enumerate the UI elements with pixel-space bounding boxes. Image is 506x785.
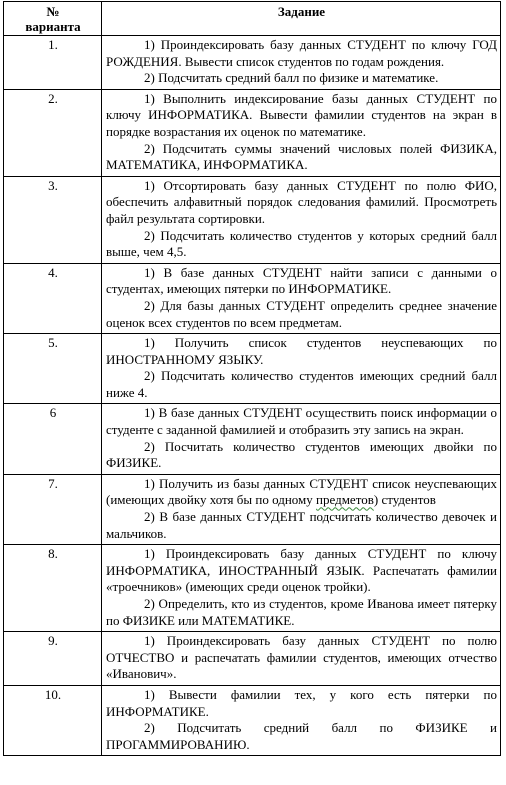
variant-number: 10.: [4, 685, 102, 755]
task-item: 2) Подсчитать средний балл по физике и математике.: [144, 70, 439, 86]
task-cell: [102, 685, 501, 755]
task-item: 1) Выполнить индексирование базы данных СТУДЕНТ по ключу ИНФОРМАТИКА. Вывести фамилии студентов на экран в порядке возрастания их оценок по математике.: [106, 90, 497, 139]
variant-number: 5.: [4, 334, 102, 404]
task-cell: [102, 545, 501, 632]
table-row: [4, 632, 501, 686]
header-num-symbol: №: [46, 4, 60, 19]
variant-number: 2.: [4, 89, 102, 176]
task-item: 2) Подсчитать средний балл по ФИЗИКЕ и ПРОГАММИРОВАНИЮ.: [106, 720, 497, 752]
task-item: 2) Подсчитать суммы значений числовых полей ФИЗИКА, МАТЕМАТИКА, ИНФОРМАТИКА.: [106, 140, 497, 173]
header-task: Задание: [102, 2, 501, 36]
header-num-word: варианта: [25, 19, 81, 34]
table-row: [4, 89, 501, 176]
task-item: 1) В базе данных СТУДЕНТ осуществить поиск информации о студенте с заданной фамилией и отобразить эту запись на экран.: [106, 405, 497, 438]
assignments-table: [3, 1, 501, 756]
variant-number: 7.: [4, 474, 102, 544]
task-item: 1) Проиндексировать базу данных СТУДЕНТ по полю ОТЧЕСТВО и распечатать фамилии студентов, имеющих отчество «Иванович».: [106, 633, 497, 682]
task-cell: [102, 334, 501, 404]
variant-number: 4.: [4, 263, 102, 333]
task-item: 1) Проиндексировать базу данных СТУДЕНТ по ключу ГОД РОЖДЕНИЯ. Вывести список студентов по годам рождения.: [106, 37, 497, 69]
header-row: [4, 2, 501, 36]
variant-number: 1.: [4, 36, 102, 90]
table-row: [4, 263, 501, 333]
table-row: [4, 176, 501, 263]
table-row: [4, 685, 501, 755]
task-cell: [102, 263, 501, 333]
task-item: 2) Подсчитать количество студентов у которых средний балл выше, чем 4,5.: [106, 227, 497, 260]
table-row: [4, 334, 501, 404]
task-item: 1) Проиндексировать базу данных СТУДЕНТ по ключу ИНФОРМАТИКА, ИНОСТРАННЫЙ ЯЗЫК. Распечатать фамилии «троечников» (имеющих среди оценок тройки).: [106, 546, 497, 595]
variant-number: 6: [4, 404, 102, 474]
task-cell: [102, 474, 501, 544]
task-item: 2) Для базы данных СТУДЕНТ определить среднее значение оценок всех студентов по всем предметам.: [106, 297, 497, 330]
task-item: 1) Получить список студентов неуспевающих по ИНОСТРАННОМУ ЯЗЫКУ.: [106, 335, 497, 367]
task-cell: [102, 36, 501, 90]
task-item: 1) Вывести фамилии тех, у кого есть пятерки по ИНФОРМАТИКЕ.: [106, 686, 497, 719]
task-cell: [102, 89, 501, 176]
task-item: 2) Посчитать количество студентов имеющих двойки по ФИЗИКЕ.: [106, 438, 497, 471]
task-item: 1) Получить из базы данных СТУДЕНТ список неуспевающих (имеющих двойку хотя бы по одному предметов) студентов: [106, 475, 497, 508]
variant-number: 3.: [4, 176, 102, 263]
task-item: 1) Отсортировать базу данных СТУДЕНТ по полю ФИО, обеспечить алфавитный порядок следования фамилий. Просмотреть файл результата сортировки.: [106, 177, 497, 226]
task-item: 1) В базе данных СТУДЕНТ найти записи с данными о студентах, имеющих пятерки по ИНФОРМАТИКЕ.: [106, 264, 497, 297]
task-cell: [102, 176, 501, 263]
variant-number: 8.: [4, 545, 102, 632]
variant-number: 9.: [4, 632, 102, 686]
header-variant-number: [4, 2, 102, 36]
table-row: [4, 545, 501, 632]
task-item: 2) В базе данных СТУДЕНТ подсчитать количество девочек и мальчиков.: [106, 509, 497, 541]
table-row: [4, 36, 501, 90]
task-item: 2) Определить, кто из студентов, кроме Иванова имеет пятерку по ФИЗИКЕ или МАТЕМАТИКЕ.: [106, 596, 497, 628]
table-row: [4, 474, 501, 544]
task-cell: [102, 632, 501, 686]
task-item: 2) Подсчитать количество студентов имеющих средний балл ниже 4.: [106, 368, 497, 400]
table-row: [4, 404, 501, 474]
task-cell: [102, 404, 501, 474]
spellcheck-marked-word: предметов: [316, 492, 374, 508]
